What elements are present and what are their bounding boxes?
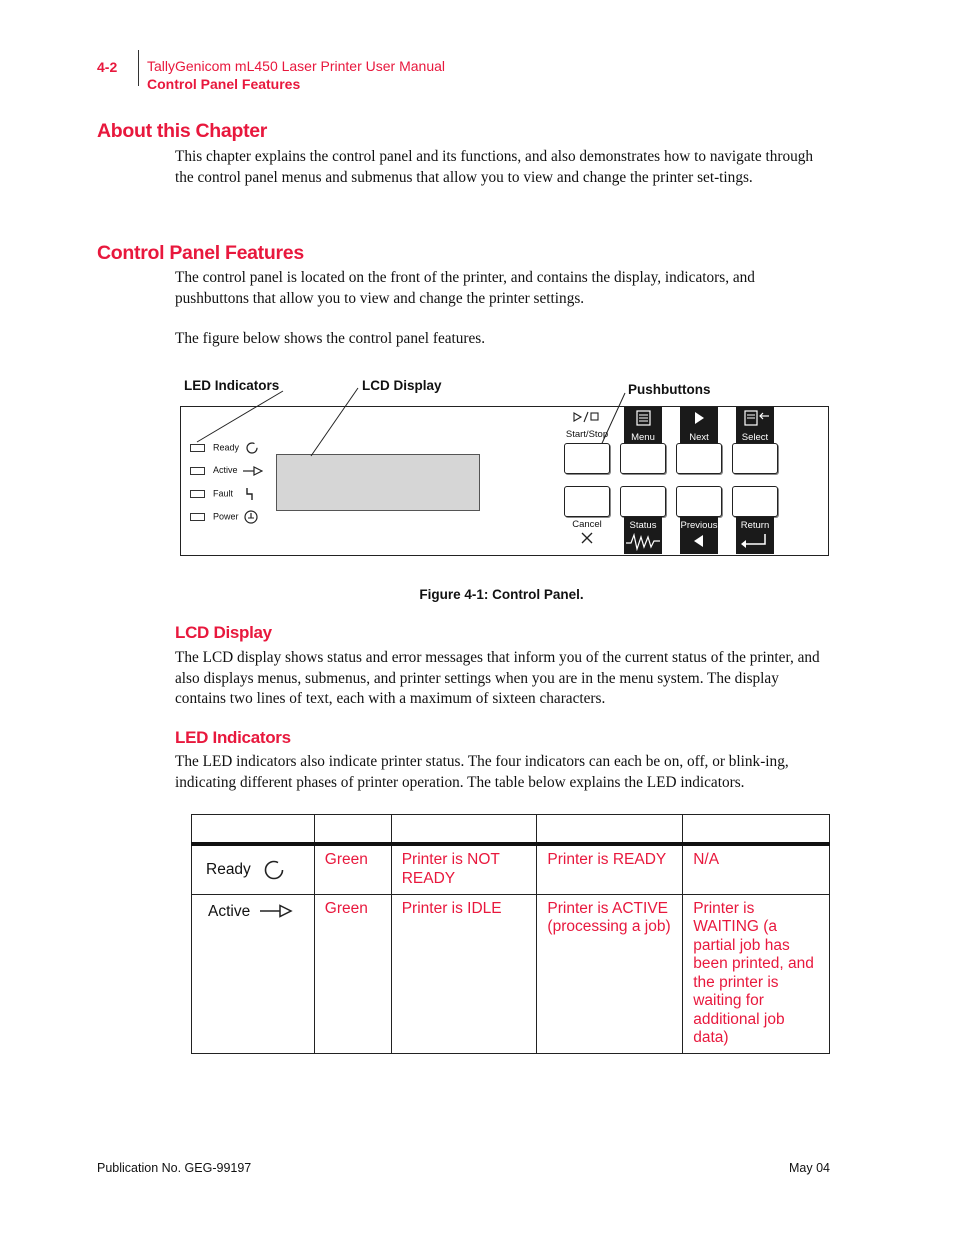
indicator-cell: [192, 844, 315, 894]
previous-label: Previous: [680, 520, 718, 531]
next-label: Next: [689, 432, 709, 443]
return-label-tile: [736, 517, 774, 554]
features-text: The control panel is located on the front of the printer, and contains the display, indicators, and pushbuttons that allow you to view and change the printer settings.: [175, 269, 755, 307]
table-header-cell: [192, 815, 315, 845]
select-button[interactable]: [732, 443, 778, 474]
next-button[interactable]: [676, 443, 722, 474]
about-heading: About this Chapter: [97, 120, 268, 142]
led-lamp: [190, 513, 205, 521]
return-label: Return: [740, 520, 770, 531]
publication-number: Publication No. GEG-99197: [97, 1161, 252, 1175]
lcd-heading: LCD Display: [175, 623, 272, 642]
led-fault: [190, 487, 255, 501]
color-cell: Green: [314, 894, 391, 1053]
menu-label: Menu: [631, 432, 655, 443]
status-button[interactable]: [620, 486, 666, 517]
table-header-row: [192, 815, 830, 845]
select-label-tile: [736, 407, 774, 443]
indicator-cell: [192, 894, 315, 1053]
previous-label-tile: [680, 517, 718, 554]
menu-button[interactable]: [620, 443, 666, 474]
led-label: Power: [213, 511, 239, 522]
page-number: 4-2: [97, 59, 118, 75]
led-lamp: [190, 490, 205, 498]
led-active: [190, 465, 263, 476]
led-indicator-table: [191, 814, 830, 1054]
status-wave-icon: [624, 531, 662, 551]
select-icon: [736, 407, 774, 427]
start-stop-icon: [559, 410, 615, 424]
active-arrow-icon: [260, 904, 294, 918]
blink-cell: Printer is WAITING (a partial job has been printed, and the printer is waiting for additional job data): [683, 894, 830, 1053]
section-title: Control Panel Features: [147, 76, 301, 92]
led-text: The LED indicators also indicate printer status. The four indicators can each be on, off, or blink-ing, indicating different phases of printer operation. The table below explains the LED indicators.: [175, 753, 789, 791]
active-arrow-icon: [243, 466, 263, 476]
next-label-tile: [680, 407, 718, 443]
table-row: [192, 844, 830, 894]
status-label: Status: [629, 520, 657, 531]
led-label: Active: [213, 465, 238, 475]
select-label: Select: [741, 432, 769, 443]
led-label: Fault: [213, 488, 234, 499]
table-row: [192, 894, 830, 1053]
cancel-label: Cancel: [572, 519, 602, 530]
start-stop-button[interactable]: [564, 443, 610, 474]
table-header-cell: [537, 815, 683, 845]
table-header-cell: [314, 815, 391, 845]
indicator-name: Ready: [206, 860, 251, 878]
color-cell: Green: [314, 844, 391, 894]
lcd-text: The LCD display shows status and error messages that inform you of the current status of the printer, and also displays menus, submenus, and printer settings when you are in the menu system. The display contains two lines of text, each with a maximum of sixteen characters.: [175, 649, 820, 707]
about-text: This chapter explains the control panel and its functions, and also demonstrates how to navigate through the control panel menus and submenus that allow you to view and change the printer set-tings.: [175, 148, 814, 186]
features-figure-intro: The figure below shows the control panel features.: [175, 330, 486, 347]
cancel-x-icon: [559, 530, 615, 546]
led-lamp: [190, 467, 205, 475]
indicator-name: Active: [208, 902, 251, 920]
figure-caption: Figure 4-1: Control Panel.: [419, 587, 584, 602]
cancel-button[interactable]: [564, 486, 610, 517]
return-button[interactable]: [732, 486, 778, 517]
off-cell: Printer is IDLE: [391, 894, 537, 1053]
start-stop-label: Start/Stop: [565, 429, 609, 440]
table-header-cell: [683, 815, 830, 845]
menu-label-tile: [624, 407, 662, 443]
cancel-label-group: [559, 519, 615, 551]
start-stop-label-group: [559, 410, 615, 440]
led-label: Ready: [213, 442, 240, 453]
led-heading: LED Indicators: [175, 728, 291, 747]
led-lamp: [190, 444, 205, 452]
table-header-cell: [391, 815, 537, 845]
next-arrow-icon: [680, 407, 718, 427]
callout-led-indicators: LED Indicators: [184, 378, 280, 393]
on-cell: Printer is READY: [537, 844, 683, 894]
fault-icon: [245, 487, 255, 501]
callout-leader-lines: [0, 0, 954, 600]
led-ready: [190, 442, 258, 454]
callout-lcd-display: LCD Display: [362, 378, 442, 393]
status-label-tile: [624, 517, 662, 554]
previous-button[interactable]: [676, 486, 722, 517]
features-heading: Control Panel Features: [97, 242, 304, 264]
power-icon: [244, 510, 258, 524]
blink-cell: N/A: [683, 844, 830, 894]
ready-circle-icon: [263, 859, 285, 881]
return-arrow-icon: [736, 531, 774, 551]
menu-icon: [624, 407, 662, 427]
callout-pushbuttons: Pushbuttons: [628, 382, 711, 397]
led-power: [190, 510, 258, 524]
on-cell: Printer is ACTIVE (processing a job): [537, 894, 683, 1053]
publication-date: May 04: [789, 1161, 830, 1175]
previous-arrow-icon: [680, 531, 718, 551]
manual-title: TallyGenicom mL450 Laser Printer User Manual: [147, 58, 446, 74]
off-cell: Printer is NOT READY: [391, 844, 537, 894]
ready-circle-icon: [246, 442, 258, 454]
